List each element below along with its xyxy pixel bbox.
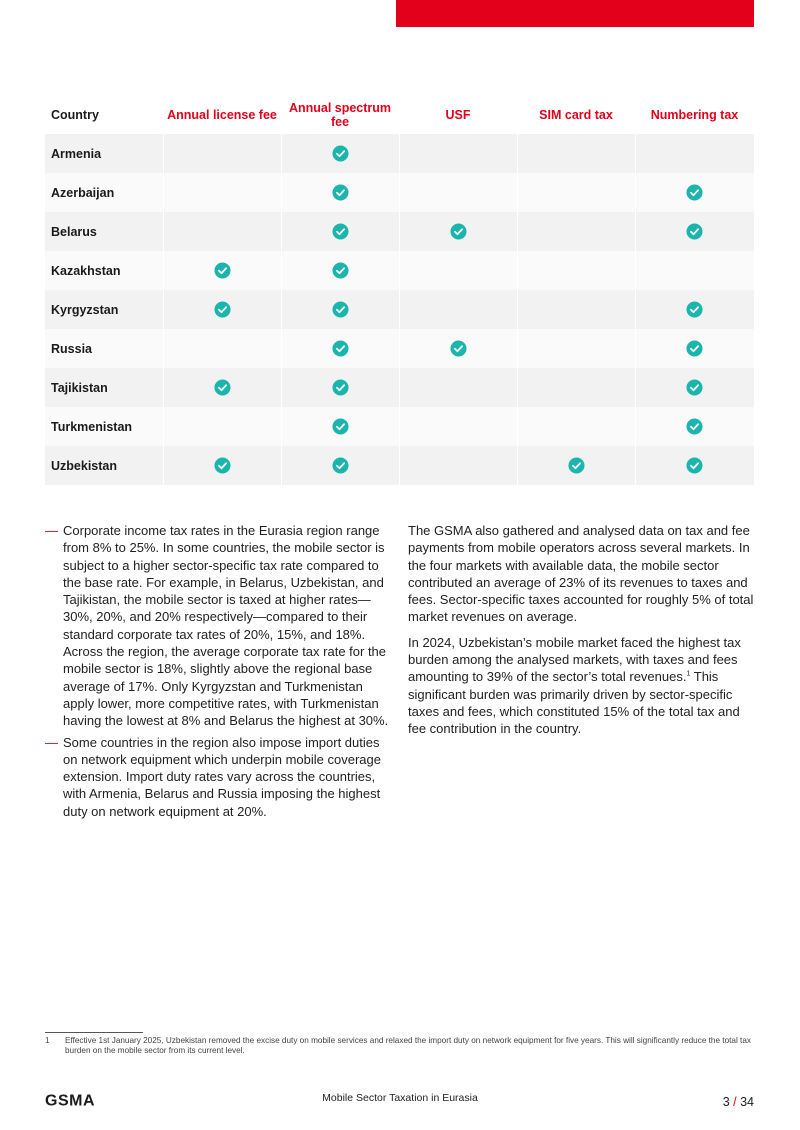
table-row [45,251,754,290]
table-row [45,368,754,407]
header-numbering-tax: Numbering tax [650,108,739,122]
check-circle-icon [686,184,703,201]
cell-annual-license-fee [163,173,281,212]
check-circle-icon [686,418,703,435]
check-circle-icon [332,145,349,162]
check-circle-icon [450,223,467,240]
paragraph-tax-payments: The GSMA also gathered and analysed data on tax and fee payments from mobile operators across several markets. In the four markets with available data, the mobile sector contributed an average of 23% of its revenues to taxes and fees. Sector-specific taxes accounted for roughly 5% of total market revenues on average. [408,523,754,625]
dash-icon: — [45,523,58,538]
header-sim-card-tax: SIM card tax [539,108,613,122]
country-name: Kyrgyzstan [45,290,163,329]
cell-usf [399,173,517,212]
cell-numbering-tax [635,212,754,251]
check-circle-icon [686,379,703,396]
header-country: Country [51,108,99,122]
check-circle-icon [568,457,585,474]
cell-numbering-tax [635,173,754,212]
table-row [45,407,754,446]
footnote-number: 1 [45,1036,50,1045]
table-row [45,290,754,329]
cell-numbering-tax [635,368,754,407]
country-name: Belarus [45,212,163,251]
country-name: Azerbaijan [45,173,163,212]
check-circle-icon [332,223,349,240]
table-row [45,212,754,251]
check-circle-icon [214,379,231,396]
check-circle-icon [686,340,703,357]
cell-usf [399,212,517,251]
footnote-divider [45,1032,143,1033]
cell-sim-card-tax [517,251,635,290]
cell-usf [399,407,517,446]
check-circle-icon [332,262,349,279]
cell-sim-card-tax [517,212,635,251]
paragraph-uzbekistan: In 2024, Uzbekistan’s mobile market faced the highest tax burden among the analysed markets, with taxes and fees amounting to 39% of the sector’s total revenues.$^1$ This significant burden was primarily driven by sector-specific taxes and fees, which constituted 15% of the total tax and fee contribution in the country. [408,634,741,737]
cell-sim-card-tax [517,446,635,485]
country-name: Kazakhstan [45,251,163,290]
cell-annual-spectrum-fee [281,407,399,446]
cell-annual-spectrum-fee [281,173,399,212]
header-usf: USF [445,108,471,122]
cell-annual-license-fee [163,446,281,485]
cell-annual-license-fee [163,290,281,329]
cell-annual-license-fee [163,368,281,407]
cell-numbering-tax [635,407,754,446]
svg-text:GSMA: GSMA [45,1092,95,1108]
table-header-row [45,96,754,134]
cell-usf [399,290,517,329]
cell-annual-spectrum-fee [281,251,399,290]
check-circle-icon [332,379,349,396]
cell-numbering-tax [635,290,754,329]
cell-sim-card-tax [517,134,635,173]
check-circle-icon [332,418,349,435]
page-number: 3 / 34 [722,1095,754,1109]
footnote-text: Effective 1st January 2025, Uzbekistan removed the excise duty on mobile services and relaxed the import duty on network equipment for five years. This will significantly reduce the total tax burden on the mobile sector from its current level. [65,1036,751,1055]
bullet-import-duties [45,734,390,820]
footnote [45,1036,757,1056]
cell-usf [399,446,517,485]
left-text-column [45,522,390,824]
cell-annual-license-fee [163,212,281,251]
country-name: Armenia [45,134,163,173]
check-circle-icon [686,457,703,474]
document-title: Mobile Sector Taxation in Eurasia [322,1092,478,1104]
tax-comparison-table [45,96,754,485]
check-circle-icon [332,301,349,318]
check-circle-icon [450,340,467,357]
cell-usf [399,368,517,407]
cell-sim-card-tax [517,329,635,368]
cell-numbering-tax [635,329,754,368]
cell-annual-license-fee [163,329,281,368]
cell-annual-spectrum-fee [281,329,399,368]
country-name: Turkmenistan [45,407,163,446]
cell-usf [399,251,517,290]
cell-numbering-tax [635,446,754,485]
table-row [45,329,754,368]
bullet-text: Corporate income tax rates in the Eurasia region range from 8% to 25%. In some countries, the mobile sector is subject to a higher sector-specific tax rate compared to the base rate. For example, in Belarus, Uzbekistan, and Tajikistan, the mobile sector is taxed at higher rates—30%, 20%, and 20% respectively—compared to their standard corporate tax rates of 20%, 15%, and 18%. Across the region, the average corporate tax rate for the mobile sector is 18%, slightly above the regional base average of 17%. Only Kyrgyzstan and Turkmenistan apply lower, more competitive rates, with Turkmenistan having the lowest at 8% and Belarus the highest at 30%. [63,523,389,729]
country-name: Russia [45,329,163,368]
cell-usf [399,329,517,368]
right-text-column [408,522,754,746]
cell-usf [399,134,517,173]
table-row [45,173,754,212]
check-circle-icon [214,262,231,279]
bullet-corporate-tax [45,522,390,730]
cell-annual-spectrum-fee [281,368,399,407]
table-body [45,134,754,485]
cell-annual-license-fee [163,407,281,446]
table-row [45,134,754,173]
cell-sim-card-tax [517,290,635,329]
header-annual-license-fee: Annual license fee [167,108,277,122]
cell-numbering-tax [635,251,754,290]
country-name: Uzbekistan [45,446,163,485]
header-annual-spectrum-fee: Annual spectrum fee [288,101,392,129]
check-circle-icon [214,301,231,318]
dash-icon: — [45,734,58,750]
check-circle-icon [214,457,231,474]
cell-sim-card-tax [517,173,635,212]
top-accent-bar [396,0,754,27]
check-circle-icon [332,457,349,474]
check-circle-icon [686,301,703,318]
cell-annual-license-fee [163,134,281,173]
cell-annual-spectrum-fee [281,446,399,485]
check-circle-icon [686,223,703,240]
bullet-text: Some countries in the region also impose import duties on network equipment which underpin mobile coverage extension. Import duty rates vary across the countries, with Armenia, Belarus and Russia imposing the highest duty on network equipment at 20%. [63,734,381,819]
cell-numbering-tax [635,134,754,173]
check-circle-icon [332,184,349,201]
table-row [45,446,754,485]
cell-annual-spectrum-fee [281,212,399,251]
cell-annual-license-fee [163,251,281,290]
cell-sim-card-tax [517,368,635,407]
check-circle-icon [332,340,349,357]
cell-annual-spectrum-fee [281,134,399,173]
cell-annual-spectrum-fee [281,290,399,329]
footnote-reference[interactable]: 1 [686,671,691,679]
cell-sim-card-tax [517,407,635,446]
country-name: Tajikistan [45,368,163,407]
